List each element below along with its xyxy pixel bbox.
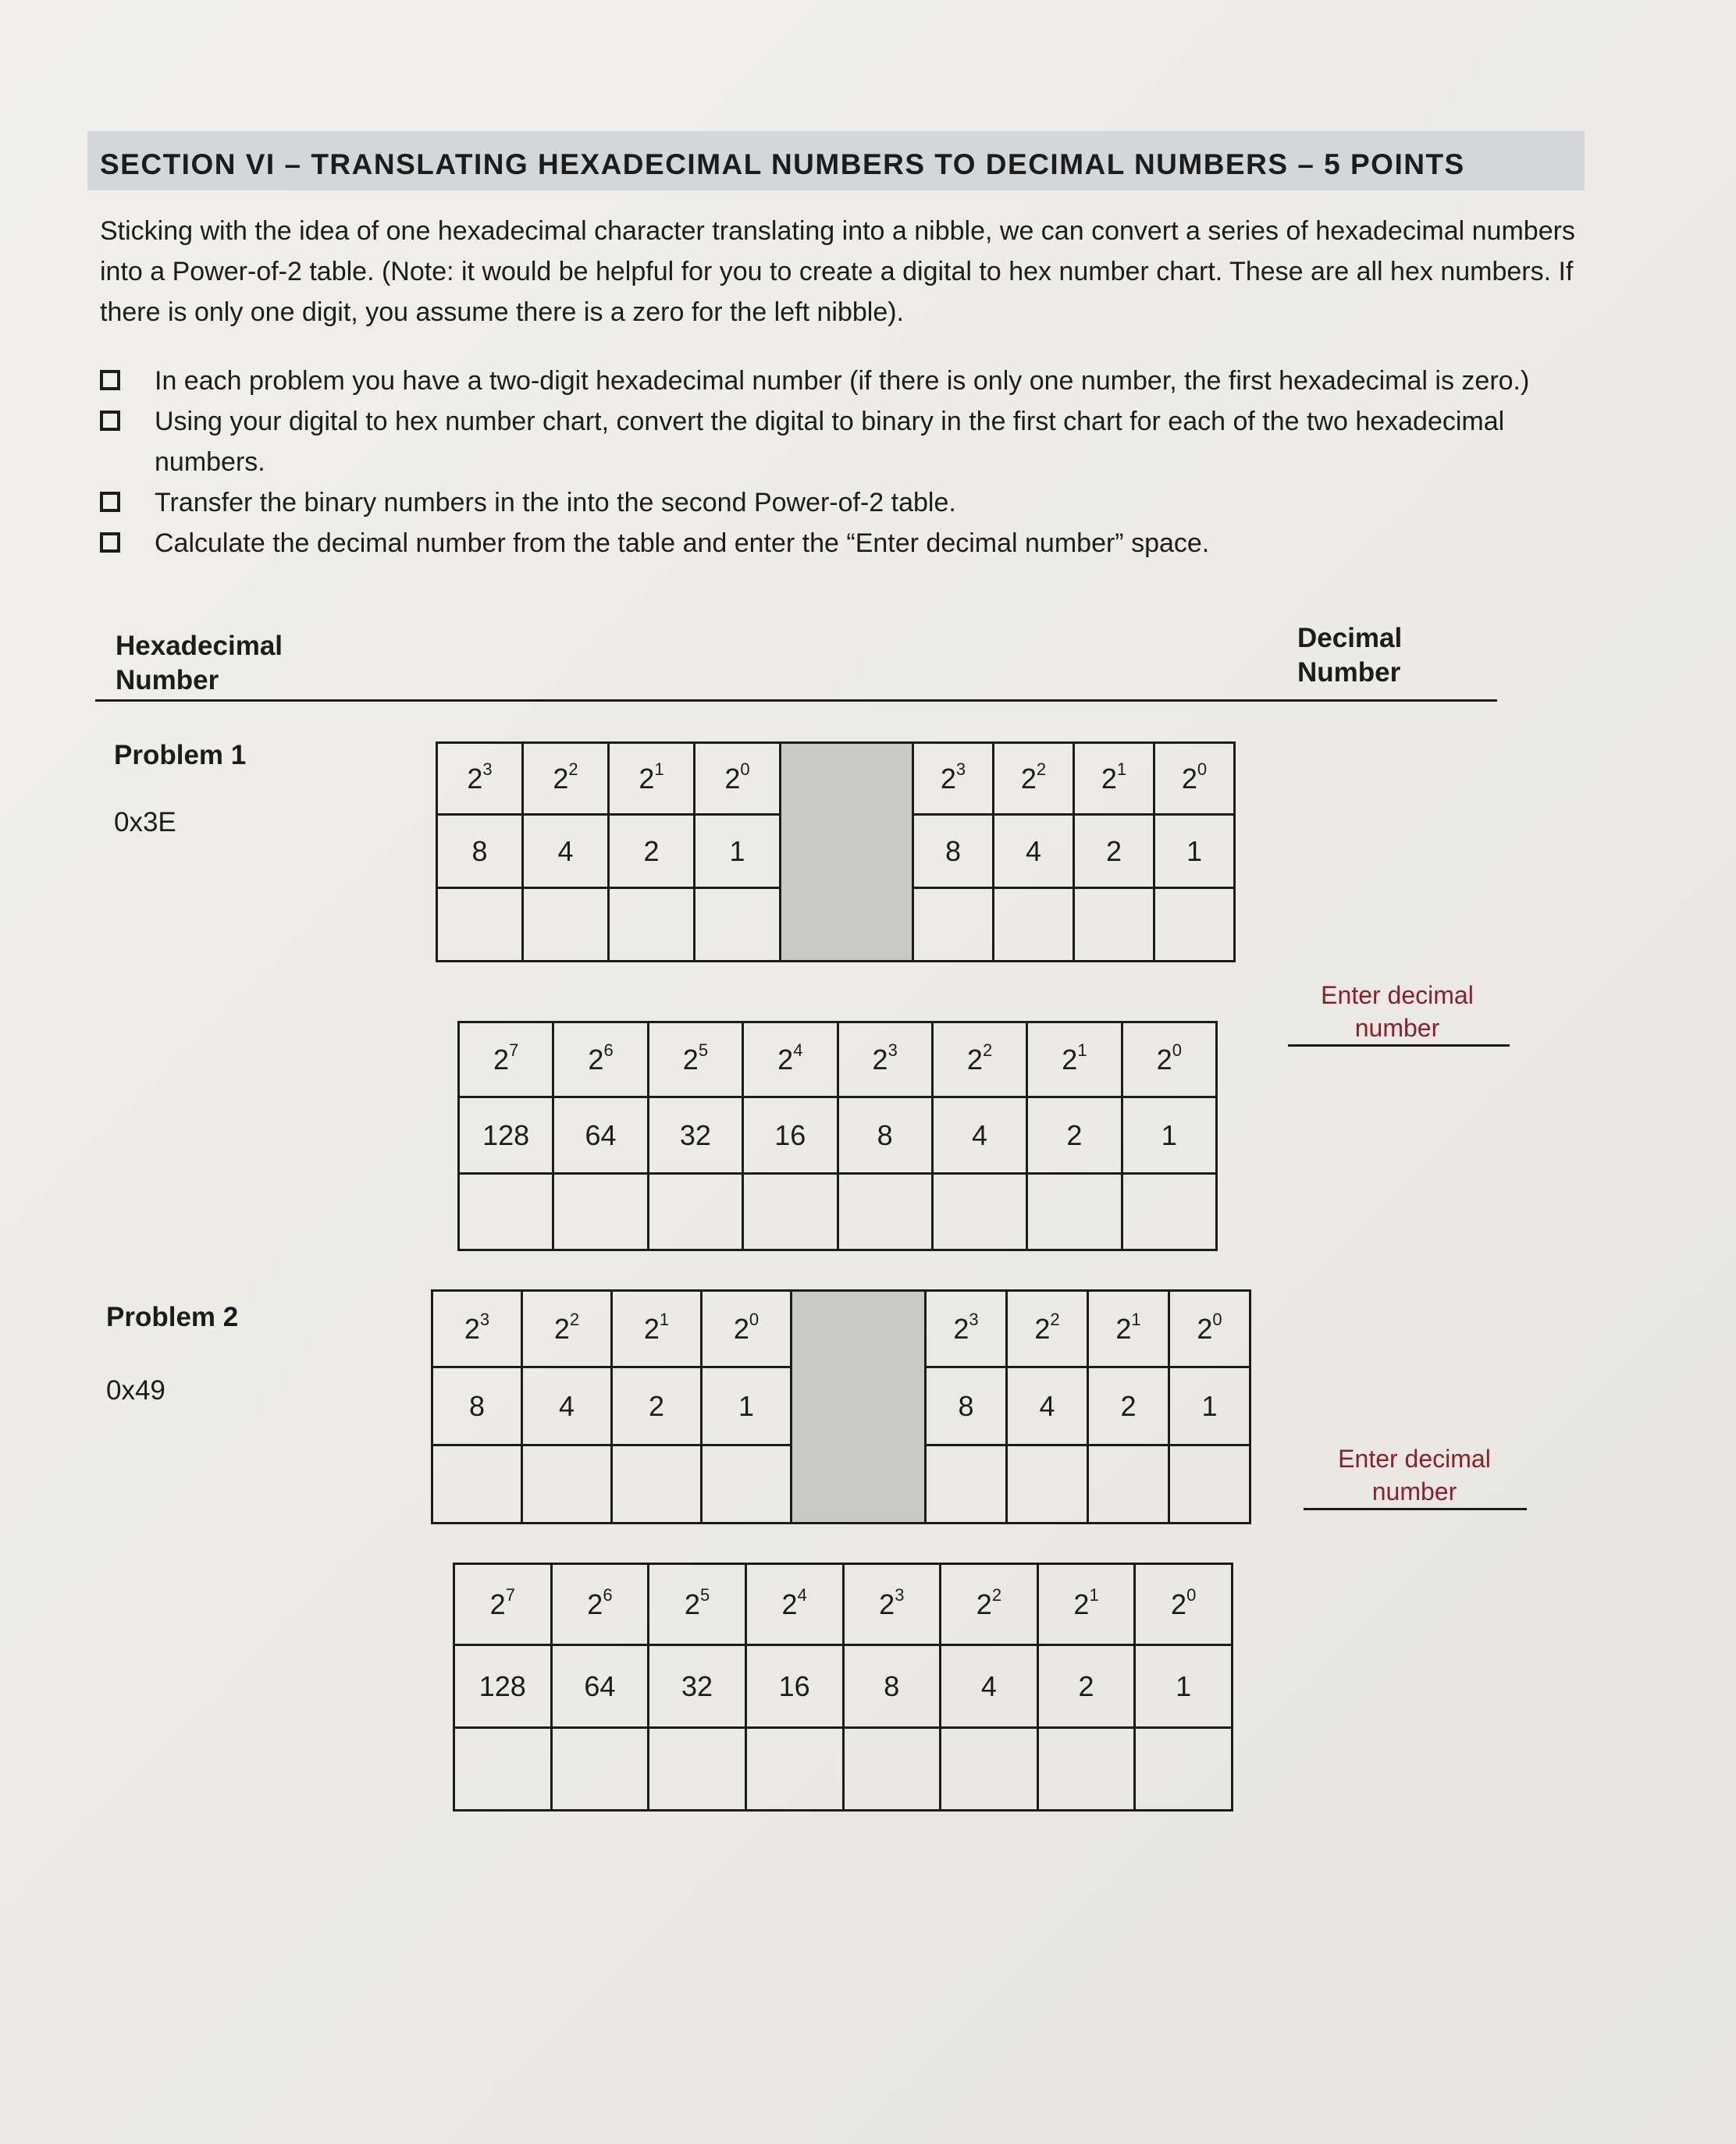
answer-cell[interactable] <box>454 1728 552 1811</box>
instruction-item <box>100 401 1583 482</box>
enter-label-line: Enter decimal <box>1321 981 1474 1009</box>
checkbox[interactable] <box>100 492 120 512</box>
instruction-text: Using your digital to hex number chart, convert the digital to binary in the first chart for each of the two hexadecimal numbers. <box>155 407 1505 477</box>
value-cell: 1 <box>1169 1367 1250 1445</box>
power-cell: $2^2$ <box>1007 1291 1088 1367</box>
separator-cell <box>781 743 913 962</box>
value-cell: 1 <box>1122 1097 1216 1174</box>
intro-paragraph: Sticking with the idea of one hexadecimal character translating into a nibble, we can convert a series of hexadecimal numbers into a Power-of-2 table. (Note: it would be helpful for you to create a digital to hex number chart. These are all hex numbers. If there is only one digit, you assume there is a zero for the left nibble). <box>100 216 1575 327</box>
value-cell: 128 <box>459 1097 553 1174</box>
value-cell: 1 <box>1135 1645 1233 1728</box>
answer-cell[interactable] <box>553 1174 648 1250</box>
value-cell: 64 <box>553 1097 648 1174</box>
problem-2-enter-decimal-label <box>1304 1442 1525 1508</box>
hex-header-line: Number <box>116 665 219 695</box>
enter-label-line: Enter decimal <box>1338 1445 1491 1473</box>
power-cell: $2^3$ <box>838 1022 932 1097</box>
power-cell: $2^0$ <box>695 743 781 815</box>
power-cell: $2^3$ <box>432 1291 522 1367</box>
power-cell: $2^2$ <box>941 1564 1038 1645</box>
value-cell: 4 <box>932 1097 1026 1174</box>
instruction-checklist <box>100 361 1583 564</box>
power-cell: $2^2$ <box>523 743 609 815</box>
hex-column-header <box>116 629 283 698</box>
power-cell: $2^5$ <box>648 1022 742 1097</box>
checkbox[interactable] <box>100 411 120 431</box>
checkbox[interactable] <box>100 370 120 390</box>
value-cell: 1 <box>702 1367 792 1445</box>
header-rule <box>95 699 1497 702</box>
power-cell: $2^4$ <box>743 1022 838 1097</box>
answer-cell[interactable] <box>843 1728 941 1811</box>
instruction-text: Calculate the decimal number from the table and enter the “Enter decimal number” space. <box>155 528 1210 558</box>
instruction-item <box>100 523 1583 564</box>
value-cell: 8 <box>838 1097 932 1174</box>
value-cell: 8 <box>432 1367 522 1445</box>
power-cell: $2^3$ <box>926 1291 1007 1367</box>
power-cell: $2^2$ <box>522 1291 612 1367</box>
problem-1-byte-table <box>457 1021 1218 1251</box>
instruction-item <box>100 482 1583 523</box>
answer-cell[interactable] <box>1122 1174 1216 1250</box>
answer-cell[interactable] <box>1135 1728 1233 1811</box>
enter-label-line: number <box>1371 1477 1457 1506</box>
answer-cell[interactable] <box>648 1174 742 1250</box>
answer-cell[interactable] <box>1154 888 1235 962</box>
problem-1-decimal-answer-line[interactable] <box>1288 1044 1510 1047</box>
answer-cell[interactable] <box>932 1174 1026 1250</box>
answer-cell[interactable] <box>1088 1445 1169 1524</box>
value-cell: 4 <box>994 815 1074 888</box>
section-title: SECTION VI – TRANSLATING HEXADECIMAL NUMBERS TO DECIMAL NUMBERS – 5 POINTS <box>100 148 1465 180</box>
value-cell: 2 <box>1088 1367 1169 1445</box>
value-cell: 32 <box>648 1097 742 1174</box>
problem-2-hex: 0x49 <box>106 1375 165 1406</box>
power-cell: $2^2$ <box>932 1022 1026 1097</box>
power-cell: $2^1$ <box>612 1291 702 1367</box>
answer-cell[interactable] <box>551 1728 649 1811</box>
problem-2-title: Problem 2 <box>106 1302 239 1332</box>
power-cell: $2^1$ <box>609 743 695 815</box>
power-cell: $2^2$ <box>994 743 1074 815</box>
answer-cell[interactable] <box>609 888 695 962</box>
answer-cell[interactable] <box>437 888 523 962</box>
value-cell: 1 <box>1154 815 1235 888</box>
value-cell: 2 <box>612 1367 702 1445</box>
answer-cell[interactable] <box>926 1445 1007 1524</box>
power-cell: $2^0$ <box>702 1291 792 1367</box>
decimal-column-header <box>1297 621 1402 690</box>
value-cell: 16 <box>745 1645 843 1728</box>
answer-cell[interactable] <box>523 888 609 962</box>
power-cell: $2^3$ <box>913 743 994 815</box>
power-cell: $2^1$ <box>1074 743 1154 815</box>
decimal-header-line: Number <box>1297 657 1401 688</box>
answer-cell[interactable] <box>1027 1174 1122 1250</box>
power-cell: $2^1$ <box>1037 1564 1135 1645</box>
problem-1-nibble-table <box>436 741 1236 962</box>
problem-1-enter-decimal-label <box>1288 979 1507 1044</box>
value-cell: 1 <box>695 815 781 888</box>
answer-cell[interactable] <box>994 888 1074 962</box>
power-cell: $2^0$ <box>1122 1022 1216 1097</box>
answer-cell[interactable] <box>745 1728 843 1811</box>
value-cell: 32 <box>649 1645 746 1728</box>
answer-cell[interactable] <box>913 888 994 962</box>
power-cell: $2^7$ <box>459 1022 553 1097</box>
value-cell: 8 <box>843 1645 941 1728</box>
value-cell: 2 <box>609 815 695 888</box>
power-cell: $2^0$ <box>1169 1291 1250 1367</box>
problem-2-nibble-table <box>431 1289 1251 1524</box>
answer-cell[interactable] <box>459 1174 553 1250</box>
power-cell: $2^0$ <box>1135 1564 1233 1645</box>
checkbox[interactable] <box>100 532 120 553</box>
power-cell: $2^3$ <box>437 743 523 815</box>
value-cell: 8 <box>926 1367 1007 1445</box>
answer-cell[interactable] <box>612 1445 702 1524</box>
value-cell: 2 <box>1037 1645 1135 1728</box>
power-cell: $2^0$ <box>1154 743 1235 815</box>
value-cell: 4 <box>522 1367 612 1445</box>
power-cell: $2^1$ <box>1027 1022 1122 1097</box>
answer-cell[interactable] <box>1074 888 1154 962</box>
separator-cell <box>792 1291 926 1524</box>
answer-cell[interactable] <box>743 1174 838 1250</box>
instruction-text: Transfer the binary numbers in the into the second Power-of-2 table. <box>155 488 956 517</box>
decimal-header-line: Decimal <box>1297 623 1403 653</box>
value-cell: 8 <box>913 815 994 888</box>
answer-cell[interactable] <box>695 888 781 962</box>
value-cell: 2 <box>1027 1097 1122 1174</box>
power-cell: $2^6$ <box>553 1022 648 1097</box>
problem-1-title: Problem 1 <box>114 740 247 770</box>
value-cell: 64 <box>551 1645 649 1728</box>
value-cell: 16 <box>743 1097 838 1174</box>
power-cell: $2^7$ <box>454 1564 552 1645</box>
problem-2-decimal-answer-line[interactable] <box>1304 1508 1527 1510</box>
answer-cell[interactable] <box>702 1445 792 1524</box>
power-cell: $2^5$ <box>649 1564 746 1645</box>
enter-label-line: number <box>1354 1014 1440 1042</box>
value-cell: 4 <box>1007 1367 1088 1445</box>
answer-cell[interactable] <box>838 1174 932 1250</box>
answer-cell[interactable] <box>432 1445 522 1524</box>
power-cell: $2^3$ <box>843 1564 941 1645</box>
answer-cell[interactable] <box>1007 1445 1088 1524</box>
value-cell: 128 <box>454 1645 552 1728</box>
power-cell: $2^4$ <box>745 1564 843 1645</box>
problem-1-hex: 0x3E <box>114 807 176 837</box>
answer-cell[interactable] <box>1037 1728 1135 1811</box>
answer-cell[interactable] <box>941 1728 1038 1811</box>
hex-header-line: Hexadecimal <box>116 631 283 661</box>
value-cell: 4 <box>523 815 609 888</box>
instruction-item <box>100 361 1583 401</box>
answer-cell[interactable] <box>1169 1445 1250 1524</box>
value-cell: 8 <box>437 815 523 888</box>
power-cell: $2^6$ <box>551 1564 649 1645</box>
instruction-text: In each problem you have a two-digit hexadecimal number (if there is only one number, the first hexadecimal is zero.) <box>155 366 1530 396</box>
value-cell: 2 <box>1074 815 1154 888</box>
power-cell: $2^1$ <box>1088 1291 1169 1367</box>
answer-cell[interactable] <box>649 1728 746 1811</box>
problem-2-byte-table <box>453 1563 1233 1812</box>
value-cell: 4 <box>941 1645 1038 1728</box>
answer-cell[interactable] <box>522 1445 612 1524</box>
